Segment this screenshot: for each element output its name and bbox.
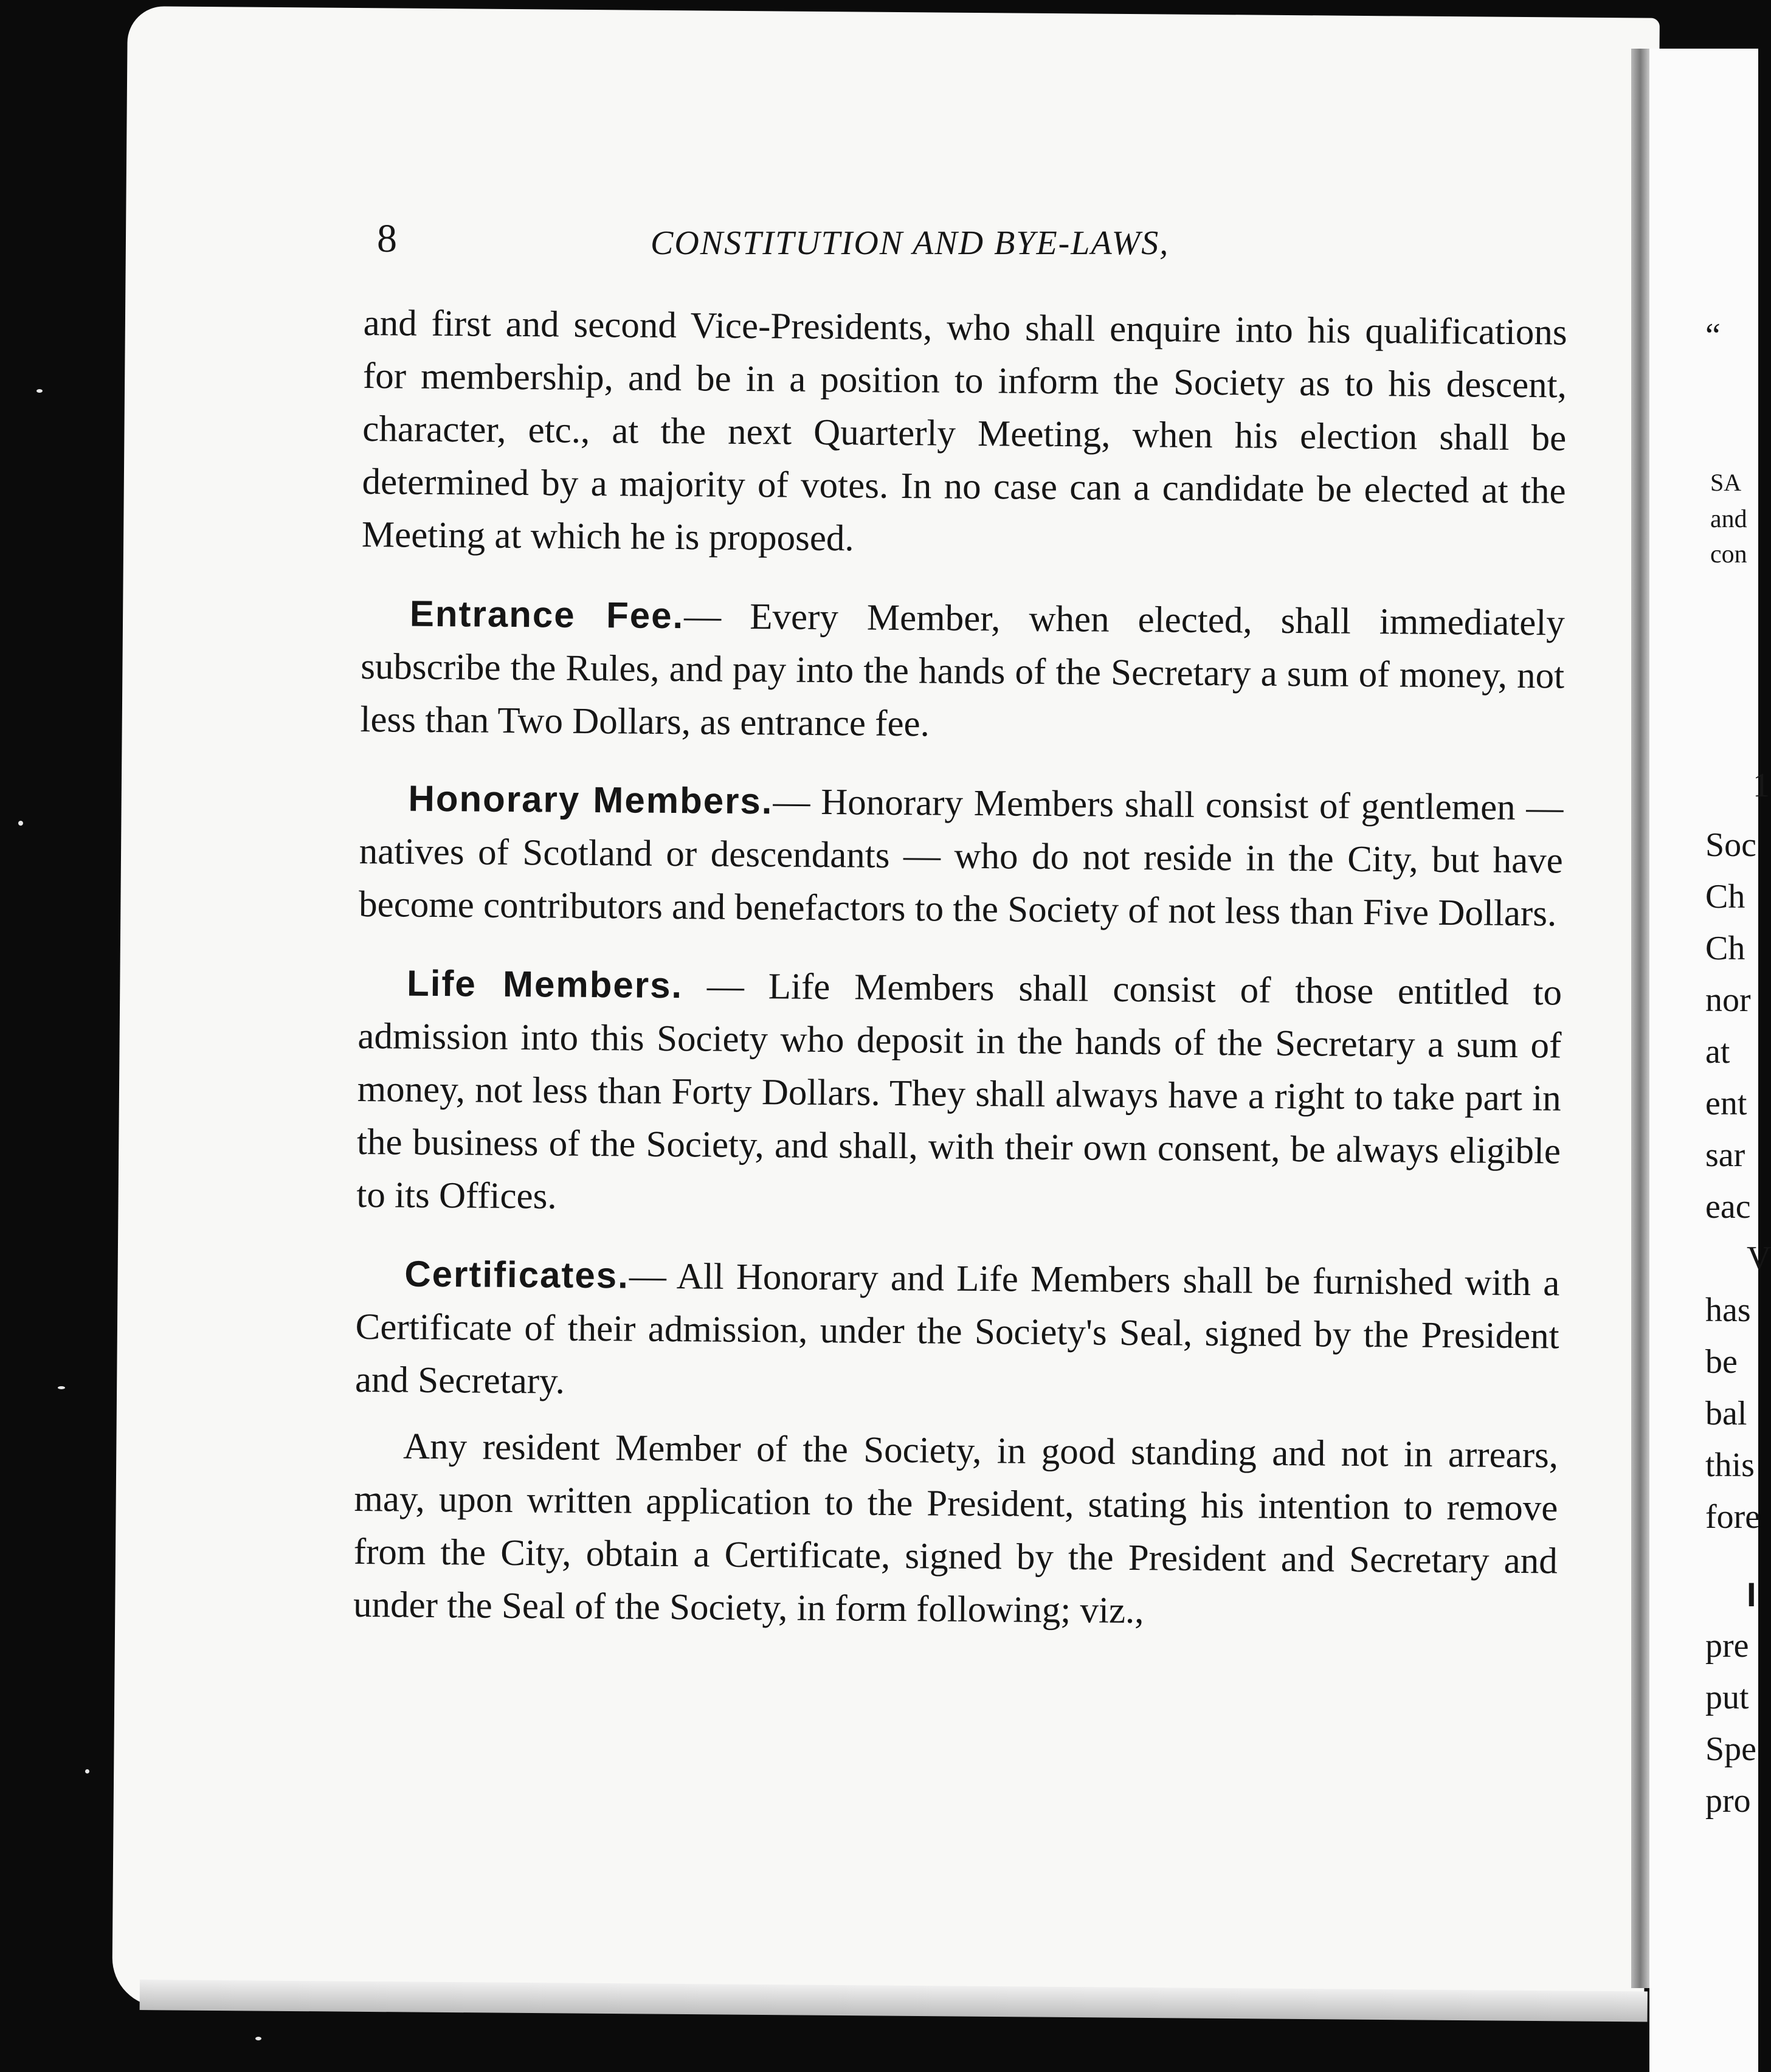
paragraph-certificates xyxy=(355,1247,1560,1416)
paragraph-text: — Life Members shall consist of those entitled to admission into this Society who deposit in the hands of the Secretary a sum of money, not less than Forty Dollars. They shall always have a right to take part in the business of the Society, and shall, with their own consent, be always eligible to its Offices. xyxy=(356,965,1562,1217)
facing-page-fragment: V xyxy=(1747,1240,1771,1277)
facing-page-fragment: put xyxy=(1705,1679,1749,1716)
facing-page-fragment: and xyxy=(1710,505,1747,533)
facing-page-fragment: at xyxy=(1705,1033,1730,1071)
facing-page-fragment: nor xyxy=(1705,981,1751,1019)
facing-page-fragment: ent xyxy=(1705,1085,1747,1122)
facing-page-fragment: SA xyxy=(1710,469,1742,496)
paragraph-removal-certificate xyxy=(353,1420,1559,1641)
facing-page-fragment: fore xyxy=(1705,1498,1761,1536)
paragraph-text: — Every Member, when elected, shall immediately subscribe the Rules, and pay into the hands of the Secretary a sum of money, not less than Two Dollars, as entrance fee. xyxy=(360,596,1566,745)
facing-page-fragment: sar xyxy=(1705,1136,1745,1174)
scan-speck xyxy=(85,1769,89,1773)
paragraph-honorary-members xyxy=(359,772,1564,941)
paragraph-text: — Honorary Members shall consist of gentlemen — natives of Scotland or descendants — who do not reside in the City, but have become contributors and benefactors to the Society of not less than Five Dollars. xyxy=(358,781,1564,934)
facing-page-fragment: Ch xyxy=(1705,878,1745,916)
paragraph-life-members xyxy=(356,956,1562,1231)
facing-page-fragment: pro xyxy=(1705,1782,1751,1820)
paragraph-continued xyxy=(362,297,1567,571)
paragraph-text: and first and second Vice-Presidents, who shall enquire into his qualifications for membership, and be in a position to inform the Society as to his descent, character, etc., at the next Quarterly Meeting, when his election shall be determined by a majority of votes. In no case can a candidate be elected at the Meeting at which he is proposed. xyxy=(361,302,1567,559)
section-heading: Certificates. xyxy=(404,1253,630,1296)
book-gutter xyxy=(1631,49,1649,1988)
scan-speck xyxy=(255,2037,261,2040)
facing-page-fragment: I xyxy=(1747,1575,1756,1614)
facing-page-fragment: this xyxy=(1705,1446,1755,1484)
facing-page-fragment: bal xyxy=(1705,1395,1747,1432)
body-text xyxy=(353,297,1567,1640)
page-number: 8 xyxy=(377,216,397,261)
facing-page-fragment: be xyxy=(1705,1343,1738,1381)
facing-page-fragment: eac xyxy=(1705,1188,1751,1226)
facing-page-fragment: pre xyxy=(1705,1627,1749,1665)
facing-page xyxy=(1649,49,1771,2072)
facing-page-fragment: con xyxy=(1710,540,1747,568)
facing-page-fragment: Soc xyxy=(1705,826,1756,864)
running-head: CONSTITUTION AND BYE-LAWS, xyxy=(651,224,1170,262)
facing-page-fragment: “ xyxy=(1705,317,1721,354)
section-heading: Entrance Fee. xyxy=(409,593,685,637)
paragraph-entrance-fee xyxy=(360,587,1565,756)
section-heading: Honorary Members. xyxy=(408,778,773,822)
facing-page-fragment: has xyxy=(1705,1291,1751,1329)
scan-speck xyxy=(18,821,23,826)
facing-page-fragment: 1 xyxy=(1753,767,1770,804)
scan-speck xyxy=(58,1386,65,1389)
paragraph-text: Any resident Member of the Society, in good standing and not in arrears, may, upon written application to the President, stating his intention to remove from the City, obtain a Certificate, signed by the President and Secretary and under the Seal of the Society, in form following; viz., xyxy=(353,1426,1559,1632)
facing-page-fragment: Spe xyxy=(1705,1730,1756,1768)
paragraph-text: — All Honorary and Life Members shall be furnished with a Certificate of their admission, under the Society's Seal, signed by the President and Secretary. xyxy=(354,1255,1560,1402)
section-heading: Life Members. xyxy=(406,962,683,1006)
scan-speck xyxy=(36,389,43,393)
facing-page-fragment: Ch xyxy=(1705,930,1745,967)
